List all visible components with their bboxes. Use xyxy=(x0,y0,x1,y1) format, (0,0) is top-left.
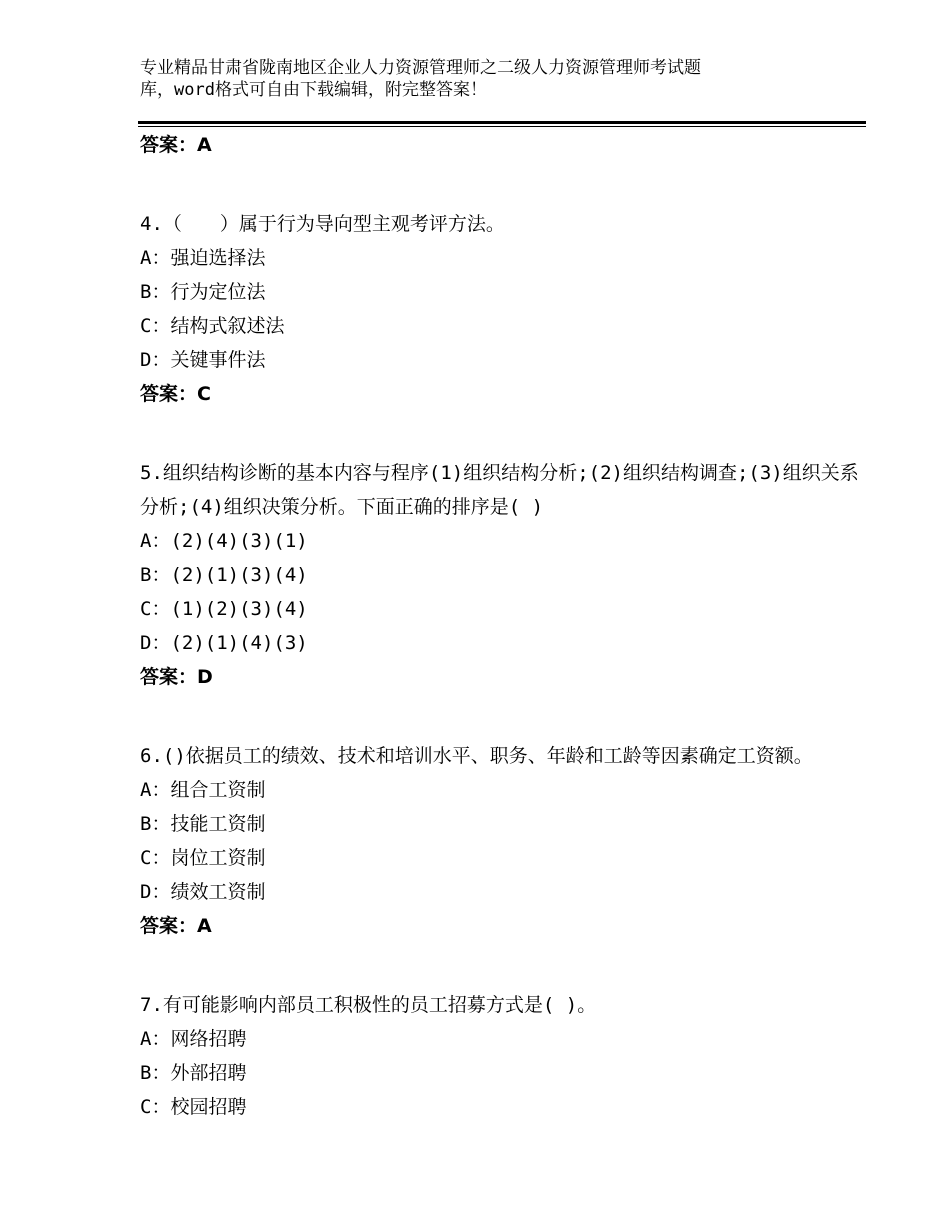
option-c: C：结构式叙述法 xyxy=(140,315,285,337)
header-rule-thick xyxy=(138,121,866,124)
option-a: A：(2)(4)(3)(1) xyxy=(140,530,308,552)
answer-line: 答案：C xyxy=(140,383,211,405)
answer-line: 答案：D xyxy=(140,666,213,688)
option-b: B：行为定位法 xyxy=(140,281,266,303)
question-7 xyxy=(140,988,860,1124)
option-b: B：外部招聘 xyxy=(140,1062,247,1084)
option-c: C：岗位工资制 xyxy=(140,847,266,869)
question-stem: 5.组织结构诊断的基本内容与程序(1)组织结构分析;(2)组织结构调查;(3)组织关系分析;(4)组织决策分析。下面正确的排序是( ) xyxy=(140,462,859,518)
answer-line: 答案：A xyxy=(140,915,212,937)
option-d: D：(2)(1)(4)(3) xyxy=(140,632,308,654)
page-header xyxy=(140,57,780,101)
question-4 xyxy=(140,207,860,411)
option-b: B：(2)(1)(3)(4) xyxy=(140,564,308,586)
question-5 xyxy=(140,456,860,694)
header-title-line1: 专业精品甘肃省陇南地区企业人力资源管理师之二级人力资源管理师考试题 xyxy=(140,58,701,78)
option-b: B：技能工资制 xyxy=(140,813,266,835)
option-d: D：关键事件法 xyxy=(140,349,266,371)
question-stem: 4.（ ）属于行为导向型主观考评方法。 xyxy=(140,213,505,235)
header-title-line2: 库，word格式可自由下载编辑，附完整答案！ xyxy=(140,80,487,100)
option-a: A：网络招聘 xyxy=(140,1028,247,1050)
option-a: A：强迫选择法 xyxy=(140,247,266,269)
question-stem: 7.有可能影响内部员工积极性的员工招募方式是( )。 xyxy=(140,994,597,1016)
question-6 xyxy=(140,739,860,943)
question-stem: 6.()依据员工的绩效、技术和培训水平、职务、年龄和工龄等因素确定工资额。 xyxy=(140,745,813,767)
answer-line: 答案：A xyxy=(140,134,212,156)
option-c: C：(1)(2)(3)(4) xyxy=(140,598,308,620)
header-rule-thin xyxy=(138,126,866,127)
option-d: D：绩效工资制 xyxy=(140,881,266,903)
option-c: C：校园招聘 xyxy=(140,1096,247,1118)
question-list xyxy=(140,128,860,1124)
option-a: A：组合工资制 xyxy=(140,779,266,801)
